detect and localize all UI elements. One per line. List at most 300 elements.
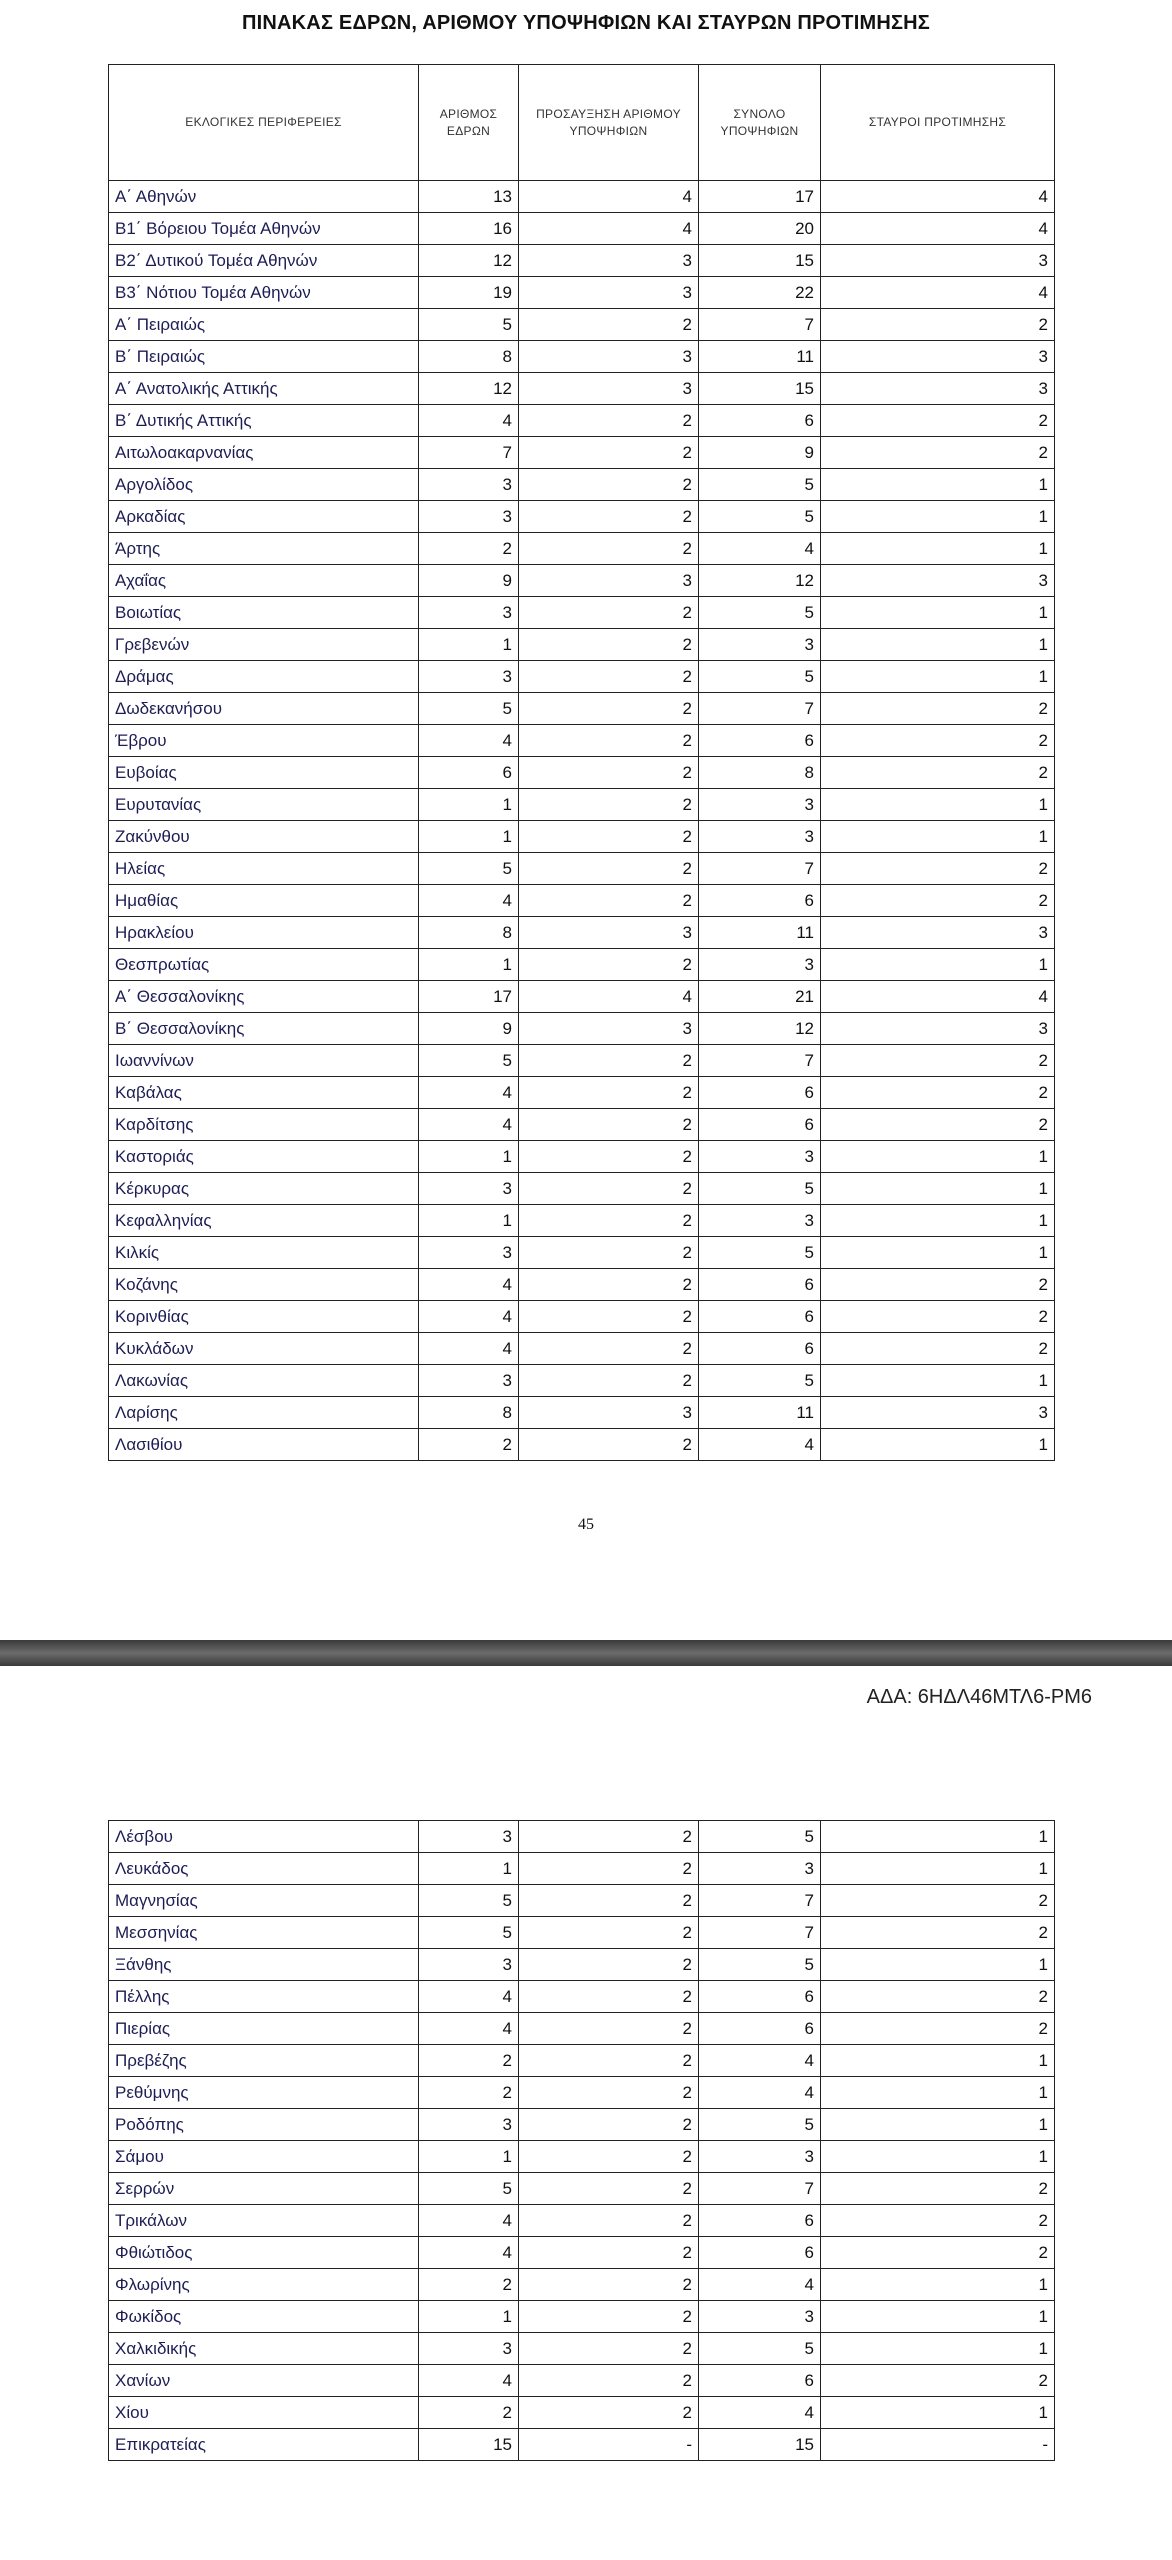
seats-cell: 8 (419, 1397, 519, 1429)
total-cell: 5 (699, 2333, 821, 2365)
seats-cell: 3 (419, 1173, 519, 1205)
table-row (109, 533, 1055, 565)
district-cell: Αιτωλοακαρνανίας (109, 437, 419, 469)
increase-cell: 3 (519, 917, 699, 949)
crosses-cell: 1 (821, 1173, 1055, 1205)
increase-cell: 2 (519, 789, 699, 821)
total-cell: 12 (699, 565, 821, 597)
district-cell: Λασιθίου (109, 1429, 419, 1461)
total-cell: 7 (699, 693, 821, 725)
table-row (109, 341, 1055, 373)
header-total: ΣΥΝΟΛΟ ΥΠΟΨΗΦΙΩΝ (699, 65, 821, 181)
district-cell: Λαρίσης (109, 1397, 419, 1429)
total-cell: 7 (699, 853, 821, 885)
seats-cell: 3 (419, 469, 519, 501)
seats-cell: 2 (419, 2077, 519, 2109)
district-cell: Κιλκίς (109, 1237, 419, 1269)
district-cell: Μαγνησίας (109, 1885, 419, 1917)
crosses-cell: - (821, 2429, 1055, 2461)
crosses-cell: 1 (821, 533, 1055, 565)
district-cell: Λευκάδος (109, 1853, 419, 1885)
increase-cell: 2 (519, 725, 699, 757)
seats-cell: 16 (419, 213, 519, 245)
district-cell: Ηρακλείου (109, 917, 419, 949)
total-cell: 3 (699, 629, 821, 661)
district-cell: Κέρκυρας (109, 1173, 419, 1205)
increase-cell: 4 (519, 181, 699, 213)
increase-cell: 2 (519, 437, 699, 469)
seats-cell: 3 (419, 1821, 519, 1853)
total-cell: 5 (699, 469, 821, 501)
total-cell: 15 (699, 373, 821, 405)
total-cell: 6 (699, 1269, 821, 1301)
total-cell: 5 (699, 1237, 821, 1269)
total-cell: 11 (699, 1397, 821, 1429)
seats-cell: 3 (419, 661, 519, 693)
district-cell: Σάμου (109, 2141, 419, 2173)
header-district: ΕΚΛΟΓΙΚΕΣ ΠΕΡΙΦΕΡΕΙΕΣ (109, 65, 419, 181)
total-cell: 4 (699, 2397, 821, 2429)
crosses-cell: 4 (821, 981, 1055, 1013)
total-cell: 8 (699, 757, 821, 789)
table-row (109, 1109, 1055, 1141)
crosses-cell: 4 (821, 277, 1055, 309)
seats-cell: 3 (419, 2109, 519, 2141)
table-row (109, 2269, 1055, 2301)
table-row (109, 821, 1055, 853)
crosses-cell: 2 (821, 1269, 1055, 1301)
table-row (109, 1917, 1055, 1949)
total-cell: 6 (699, 2237, 821, 2269)
total-cell: 17 (699, 181, 821, 213)
total-cell: 3 (699, 821, 821, 853)
total-cell: 5 (699, 501, 821, 533)
table-header-row (109, 65, 1055, 181)
seats-cell: 4 (419, 2013, 519, 2045)
increase-cell: 4 (519, 981, 699, 1013)
district-cell: Α΄ Θεσσαλονίκης (109, 981, 419, 1013)
increase-cell: - (519, 2429, 699, 2461)
seats-cell: 4 (419, 1981, 519, 2013)
district-cell: Ιωαννίνων (109, 1045, 419, 1077)
table-row (109, 1173, 1055, 1205)
total-cell: 3 (699, 789, 821, 821)
seats-cell: 19 (419, 277, 519, 309)
increase-cell: 2 (519, 2205, 699, 2237)
district-cell: Β΄ Δυτικής Αττικής (109, 405, 419, 437)
seats-cell: 1 (419, 629, 519, 661)
seats-cell: 1 (419, 789, 519, 821)
total-cell: 4 (699, 2269, 821, 2301)
crosses-cell: 1 (821, 821, 1055, 853)
increase-cell: 2 (519, 2333, 699, 2365)
table-row (109, 789, 1055, 821)
crosses-cell: 2 (821, 1077, 1055, 1109)
increase-cell: 3 (519, 245, 699, 277)
total-cell: 15 (699, 2429, 821, 2461)
seats-cell: 4 (419, 1301, 519, 1333)
increase-cell: 2 (519, 2301, 699, 2333)
district-cell: Α΄ Αθηνών (109, 181, 419, 213)
seats-cell: 4 (419, 2205, 519, 2237)
district-cell: Αργολίδος (109, 469, 419, 501)
crosses-cell: 2 (821, 2173, 1055, 2205)
crosses-cell: 2 (821, 309, 1055, 341)
crosses-cell: 3 (821, 1397, 1055, 1429)
district-cell: Ηλείας (109, 853, 419, 885)
increase-cell: 2 (519, 2045, 699, 2077)
increase-cell: 2 (519, 1045, 699, 1077)
district-cell: Φωκίδος (109, 2301, 419, 2333)
increase-cell: 2 (519, 693, 699, 725)
table-row (109, 2429, 1055, 2461)
total-cell: 3 (699, 2301, 821, 2333)
table-row (109, 2365, 1055, 2397)
district-cell: Πρεβέζης (109, 2045, 419, 2077)
total-cell: 6 (699, 885, 821, 917)
increase-cell: 2 (519, 1237, 699, 1269)
crosses-cell: 1 (821, 949, 1055, 981)
total-cell: 6 (699, 1301, 821, 1333)
total-cell: 3 (699, 1853, 821, 1885)
seats-cell: 3 (419, 1949, 519, 1981)
increase-cell: 2 (519, 1333, 699, 1365)
table-row (109, 469, 1055, 501)
district-cell: Ροδόπης (109, 2109, 419, 2141)
increase-cell: 2 (519, 661, 699, 693)
increase-cell: 3 (519, 565, 699, 597)
district-cell: Τρικάλων (109, 2205, 419, 2237)
table-row (109, 437, 1055, 469)
increase-cell: 3 (519, 1013, 699, 1045)
seats-cell: 4 (419, 1333, 519, 1365)
increase-cell: 2 (519, 1885, 699, 1917)
district-cell: Β΄ Θεσσαλονίκης (109, 1013, 419, 1045)
crosses-cell: 2 (821, 725, 1055, 757)
seats-table-continued-body (109, 1821, 1055, 2461)
header-crosses: ΣΤΑΥΡΟΙ ΠΡΟΤΙΜΗΣΗΣ (821, 65, 1055, 181)
table-row (109, 213, 1055, 245)
table-row (109, 1853, 1055, 1885)
increase-cell: 2 (519, 309, 699, 341)
table-row (109, 2013, 1055, 2045)
table-row (109, 373, 1055, 405)
total-cell: 3 (699, 1205, 821, 1237)
increase-cell: 2 (519, 405, 699, 437)
total-cell: 7 (699, 1885, 821, 1917)
increase-cell: 2 (519, 1173, 699, 1205)
seats-cell: 2 (419, 2045, 519, 2077)
total-cell: 7 (699, 2173, 821, 2205)
district-cell: Β΄ Πειραιώς (109, 341, 419, 373)
seats-cell: 4 (419, 1269, 519, 1301)
seats-cell: 1 (419, 1141, 519, 1173)
table-row (109, 2077, 1055, 2109)
table-row (109, 853, 1055, 885)
district-cell: Φθιώτιδος (109, 2237, 419, 2269)
total-cell: 5 (699, 1173, 821, 1205)
increase-cell: 2 (519, 1141, 699, 1173)
page-separator (0, 1640, 1172, 1666)
table-row (109, 2045, 1055, 2077)
table-row (109, 565, 1055, 597)
seats-cell: 4 (419, 1109, 519, 1141)
table-row (109, 2205, 1055, 2237)
crosses-cell: 2 (821, 1301, 1055, 1333)
total-cell: 15 (699, 245, 821, 277)
seats-cell: 3 (419, 2333, 519, 2365)
seats-cell: 5 (419, 693, 519, 725)
seats-cell: 5 (419, 1885, 519, 1917)
crosses-cell: 1 (821, 2077, 1055, 2109)
table-row (109, 1141, 1055, 1173)
table-row (109, 1981, 1055, 2013)
crosses-cell: 2 (821, 2237, 1055, 2269)
increase-cell: 2 (519, 1365, 699, 1397)
table-row (109, 405, 1055, 437)
table-row (109, 2301, 1055, 2333)
district-cell: Πιερίας (109, 2013, 419, 2045)
table-row (109, 181, 1055, 213)
total-cell: 6 (699, 1077, 821, 1109)
total-cell: 6 (699, 1109, 821, 1141)
table-row (109, 981, 1055, 1013)
table-row (109, 1205, 1055, 1237)
district-cell: Καστοριάς (109, 1141, 419, 1173)
total-cell: 6 (699, 2013, 821, 2045)
header-increase: ΠΡΟΣΑΥΞΗΣΗ ΑΡΙΘΜΟΥ ΥΠΟΨΗΦΙΩΝ (519, 65, 699, 181)
increase-cell: 2 (519, 885, 699, 917)
district-cell: Α΄ Πειραιώς (109, 309, 419, 341)
increase-cell: 2 (519, 469, 699, 501)
seats-cell: 9 (419, 1013, 519, 1045)
district-cell: Ξάνθης (109, 1949, 419, 1981)
table-row (109, 1333, 1055, 1365)
table-row (109, 1397, 1055, 1429)
seats-cell: 17 (419, 981, 519, 1013)
seats-cell: 12 (419, 245, 519, 277)
crosses-cell: 2 (821, 1333, 1055, 1365)
seats-cell: 13 (419, 181, 519, 213)
table-row (109, 693, 1055, 725)
table-row (109, 277, 1055, 309)
seats-cell: 1 (419, 2301, 519, 2333)
district-cell: Καρδίτσης (109, 1109, 419, 1141)
increase-cell: 2 (519, 1917, 699, 1949)
increase-cell: 2 (519, 1949, 699, 1981)
total-cell: 3 (699, 2141, 821, 2173)
table-row (109, 1013, 1055, 1045)
total-cell: 3 (699, 1141, 821, 1173)
district-cell: Ρεθύμνης (109, 2077, 419, 2109)
table-row (109, 309, 1055, 341)
total-cell: 7 (699, 1917, 821, 1949)
crosses-cell: 1 (821, 1205, 1055, 1237)
table-row (109, 1045, 1055, 1077)
table-row (109, 1885, 1055, 1917)
district-cell: Κεφαλληνίας (109, 1205, 419, 1237)
increase-cell: 2 (519, 853, 699, 885)
district-cell: Αρκαδίας (109, 501, 419, 533)
district-cell: Αχαΐας (109, 565, 419, 597)
seats-cell: 6 (419, 757, 519, 789)
district-cell: Χανίων (109, 2365, 419, 2397)
increase-cell: 2 (519, 949, 699, 981)
district-cell: Κορινθίας (109, 1301, 419, 1333)
total-cell: 22 (699, 277, 821, 309)
district-cell: Ημαθίας (109, 885, 419, 917)
crosses-cell: 1 (821, 1141, 1055, 1173)
district-cell: Φλωρίνης (109, 2269, 419, 2301)
crosses-cell: 2 (821, 1045, 1055, 1077)
crosses-cell: 1 (821, 2269, 1055, 2301)
table-row (109, 2237, 1055, 2269)
increase-cell: 2 (519, 1205, 699, 1237)
seats-cell: 15 (419, 2429, 519, 2461)
district-cell: Χίου (109, 2397, 419, 2429)
crosses-cell: 1 (821, 2109, 1055, 2141)
crosses-cell: 3 (821, 1013, 1055, 1045)
ada-code: ΑΔΑ: 6ΗΔΛ46ΜΤΛ6-ΡΜ6 (866, 1686, 1092, 1708)
district-cell: Πέλλης (109, 1981, 419, 2013)
increase-cell: 2 (519, 821, 699, 853)
table-row (109, 725, 1055, 757)
seats-cell: 3 (419, 597, 519, 629)
seats-cell: 4 (419, 725, 519, 757)
increase-cell: 2 (519, 1077, 699, 1109)
increase-cell: 2 (519, 2173, 699, 2205)
table-row (109, 1237, 1055, 1269)
seats-cell: 3 (419, 501, 519, 533)
district-cell: Λέσβου (109, 1821, 419, 1853)
crosses-cell: 2 (821, 1917, 1055, 1949)
district-cell: Σερρών (109, 2173, 419, 2205)
total-cell: 21 (699, 981, 821, 1013)
crosses-cell: 2 (821, 693, 1055, 725)
seats-cell: 4 (419, 885, 519, 917)
crosses-cell: 1 (821, 1237, 1055, 1269)
crosses-cell: 1 (821, 2333, 1055, 2365)
district-cell: Καβάλας (109, 1077, 419, 1109)
increase-cell: 2 (519, 501, 699, 533)
district-cell: Β3΄ Νότιου Τομέα Αθηνών (109, 277, 419, 309)
seats-cell: 8 (419, 341, 519, 373)
crosses-cell: 2 (821, 437, 1055, 469)
district-cell: Βοιωτίας (109, 597, 419, 629)
crosses-cell: 1 (821, 1949, 1055, 1981)
crosses-cell: 2 (821, 405, 1055, 437)
district-cell: Κοζάνης (109, 1269, 419, 1301)
total-cell: 4 (699, 2045, 821, 2077)
increase-cell: 2 (519, 2237, 699, 2269)
table-row (109, 629, 1055, 661)
total-cell: 5 (699, 597, 821, 629)
total-cell: 5 (699, 1949, 821, 1981)
crosses-cell: 2 (821, 1109, 1055, 1141)
seats-cell: 2 (419, 533, 519, 565)
table-row (109, 949, 1055, 981)
table-row (109, 661, 1055, 693)
total-cell: 9 (699, 437, 821, 469)
table-row (109, 1429, 1055, 1461)
seats-cell: 3 (419, 1365, 519, 1397)
increase-cell: 2 (519, 1269, 699, 1301)
crosses-cell: 1 (821, 629, 1055, 661)
crosses-cell: 3 (821, 245, 1055, 277)
table-row (109, 1301, 1055, 1333)
seats-cell: 5 (419, 1917, 519, 1949)
district-cell: Χαλκιδικής (109, 2333, 419, 2365)
total-cell: 4 (699, 533, 821, 565)
district-cell: Δωδεκανήσου (109, 693, 419, 725)
seats-table-body (109, 181, 1055, 1461)
total-cell: 6 (699, 405, 821, 437)
total-cell: 11 (699, 917, 821, 949)
crosses-cell: 1 (821, 2045, 1055, 2077)
seats-cell: 2 (419, 2397, 519, 2429)
header-seats: ΑΡΙΘΜΟΣ ΕΔΡΩΝ (419, 65, 519, 181)
crosses-cell: 2 (821, 1981, 1055, 2013)
district-cell: Δράμας (109, 661, 419, 693)
district-cell: Μεσσηνίας (109, 1917, 419, 1949)
seats-cell: 1 (419, 2141, 519, 2173)
seats-cell: 5 (419, 2173, 519, 2205)
increase-cell: 4 (519, 213, 699, 245)
page-number: 45 (578, 1516, 594, 1533)
document-title: ΠΙΝΑΚΑΣ ΕΔΡΩΝ, ΑΡΙΘΜΟΥ ΥΠΟΨΗΦΙΩΝ ΚΑΙ ΣΤΑΥΡΩΝ ΠΡΟΤΙΜΗΣΗΣ (241, 12, 931, 34)
increase-cell: 2 (519, 2365, 699, 2397)
increase-cell: 3 (519, 341, 699, 373)
crosses-cell: 1 (821, 2301, 1055, 2333)
seats-cell: 5 (419, 853, 519, 885)
crosses-cell: 2 (821, 757, 1055, 789)
seats-cell: 1 (419, 949, 519, 981)
seats-cell: 12 (419, 373, 519, 405)
crosses-cell: 2 (821, 2013, 1055, 2045)
crosses-cell: 1 (821, 597, 1055, 629)
total-cell: 11 (699, 341, 821, 373)
seats-cell: 2 (419, 1429, 519, 1461)
seats-cell: 2 (419, 2269, 519, 2301)
seats-cell: 5 (419, 1045, 519, 1077)
crosses-cell: 3 (821, 373, 1055, 405)
district-cell: Β1΄ Βόρειου Τομέα Αθηνών (109, 213, 419, 245)
increase-cell: 2 (519, 2109, 699, 2141)
total-cell: 12 (699, 1013, 821, 1045)
total-cell: 4 (699, 2077, 821, 2109)
total-cell: 7 (699, 309, 821, 341)
increase-cell: 2 (519, 597, 699, 629)
district-cell: Γρεβενών (109, 629, 419, 661)
total-cell: 5 (699, 1821, 821, 1853)
table-row (109, 2109, 1055, 2141)
total-cell: 6 (699, 725, 821, 757)
increase-cell: 2 (519, 629, 699, 661)
table-row (109, 245, 1055, 277)
increase-cell: 2 (519, 2077, 699, 2109)
increase-cell: 2 (519, 2141, 699, 2173)
seats-cell: 4 (419, 405, 519, 437)
increase-cell: 2 (519, 757, 699, 789)
table-row (109, 2141, 1055, 2173)
total-cell: 5 (699, 1365, 821, 1397)
table-row (109, 1365, 1055, 1397)
total-cell: 6 (699, 1333, 821, 1365)
increase-cell: 2 (519, 533, 699, 565)
table-row (109, 885, 1055, 917)
crosses-cell: 2 (821, 1885, 1055, 1917)
district-cell: Άρτης (109, 533, 419, 565)
